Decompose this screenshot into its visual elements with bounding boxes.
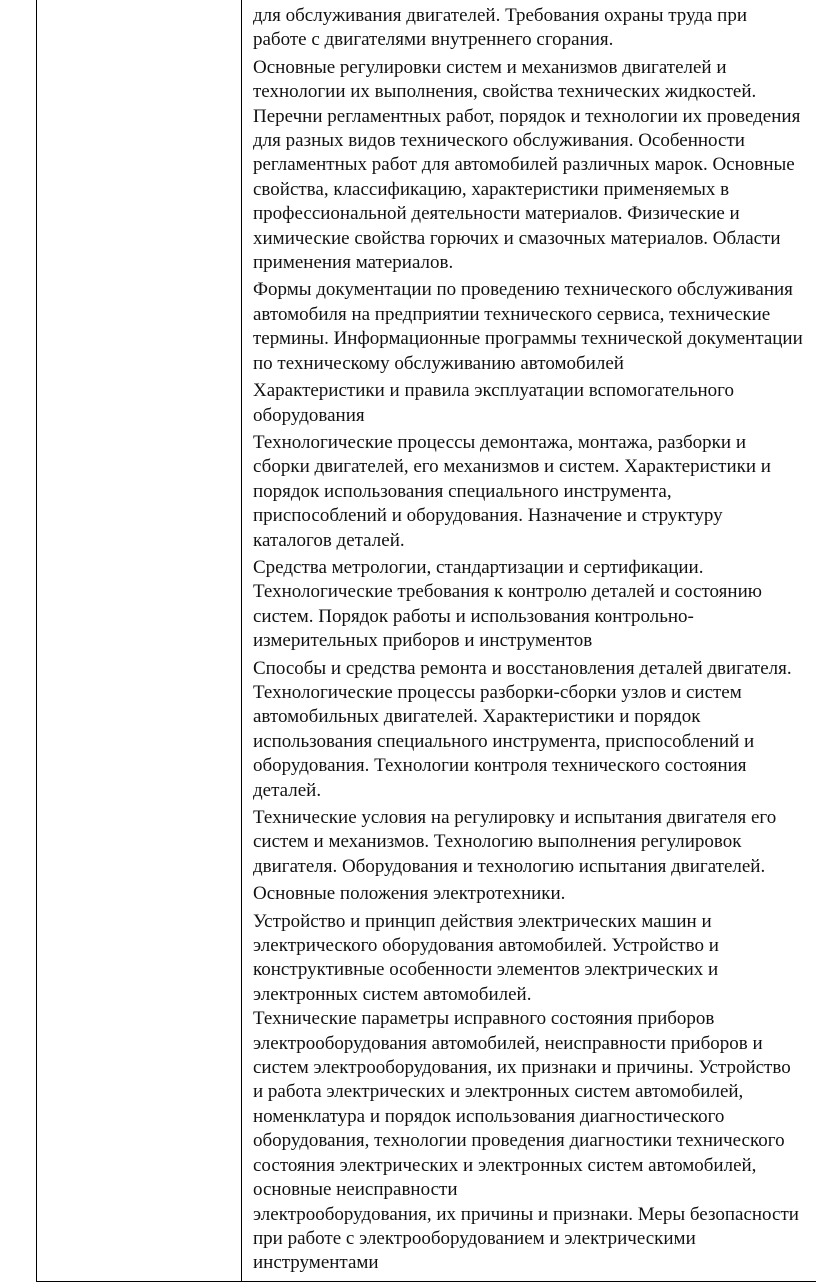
text-line: Формы документации по проведению технического обслуживания xyxy=(253,279,793,301)
text-line: и работа электрических и электронных систем автомобилей, xyxy=(253,1081,744,1103)
text-line: порядок использования специального инструмента, xyxy=(253,480,672,502)
text-line: сборки двигателей, его механизмов и систем. Характеристики и xyxy=(253,456,771,478)
text-line: Основные регулировки систем и механизмов двигателей и xyxy=(253,56,727,78)
text-line: Перечни регламентных работ, порядок и технологии их проведения xyxy=(253,105,801,127)
text-line: электрооборудования автомобилей, неисправности приборов и xyxy=(253,1032,763,1054)
text-line: номенклатура и порядок использования диагностического xyxy=(253,1105,725,1127)
paragraph xyxy=(253,882,816,906)
text-line: Технологические процессы разборки-сборки узлов и систем xyxy=(253,681,742,703)
text-line: Технические условия на регулировку и испытания двигателя его xyxy=(253,807,777,828)
text-line: профессиональной деятельности материалов. Физические и xyxy=(253,203,740,225)
text-line: систем и механизмов. Технологию выполнения регулировок xyxy=(253,831,742,853)
text-line: основные неисправности xyxy=(253,1179,458,1201)
text-line: Характеристики и правила эксплуатации вспомогательного xyxy=(253,380,734,402)
text-line: Технологические процессы демонтажа, монтажа, разборки и xyxy=(253,431,746,453)
text-line: приспособлений и оборудования. Назначение и структуру xyxy=(253,505,723,527)
text-line: свойства, классификацию, характеристики применяемых в xyxy=(253,178,730,200)
paragraph xyxy=(253,278,816,376)
text-line: по техническому обслуживанию автомобилей xyxy=(253,352,624,374)
text-line: автомобильных двигателей. Характеристики и порядок xyxy=(253,706,701,728)
paragraph xyxy=(253,806,816,879)
text-line: систем. Порядок работы и использования контрольно- xyxy=(253,605,694,627)
text-line: применения материалов. xyxy=(253,252,454,274)
table-cell-content xyxy=(253,4,816,1279)
text-line: использования специального инструмента, приспособлений и xyxy=(253,730,755,752)
paragraph xyxy=(253,910,816,1276)
paragraph xyxy=(253,431,816,553)
text-line: электрического оборудования автомобилей. Устройство и xyxy=(253,935,719,957)
text-line: каталогов деталей. xyxy=(253,529,405,551)
text-line: при работе с электрооборудованием и электрическими xyxy=(253,1227,696,1249)
text-line: оборудования xyxy=(253,404,365,426)
text-line: Способы и средства ремонта и восстановления деталей двигателя. xyxy=(253,657,792,679)
text-line: состояния электрических и электронных систем автомобилей, xyxy=(253,1154,757,1176)
paragraph xyxy=(253,56,816,276)
text-line: регламентных работ для автомобилей различных марок. Основные xyxy=(253,154,795,176)
paragraph xyxy=(253,556,816,654)
text-line: электронных систем автомобилей. xyxy=(253,983,532,1005)
paragraph xyxy=(253,379,816,428)
text-line: систем электрооборудования, их признаки и причины. Устройство xyxy=(253,1057,791,1079)
text-line: деталей. xyxy=(253,779,322,801)
text-line: для разных видов технического обслуживания. Особенности xyxy=(253,130,745,152)
column-divider xyxy=(241,0,242,1282)
text-line: автомобиля на предприятии технического сервиса, технические xyxy=(253,303,771,325)
text-line: Технические параметры исправного состояния приборов xyxy=(253,1008,715,1030)
paragraph xyxy=(253,4,816,53)
text-line: двигателя. Оборудования и технологию испытания двигателей. xyxy=(253,855,766,877)
text-line: технологии их выполнения, свойства технических жидкостей. xyxy=(253,81,757,103)
text-line: Основные положения электротехники. xyxy=(253,883,566,905)
text-line: конструктивные особенности элементов электрических и xyxy=(253,959,719,981)
text-line: химические свойства горючих и смазочных материалов. Области xyxy=(253,227,781,249)
text-line: электрооборудования, их причины и признаки. Меры безопасности xyxy=(253,1203,799,1225)
text-line: термины. Информационные программы технической документации xyxy=(253,328,803,350)
text-line: для обслуживания двигателей. Требования охраны труда при xyxy=(253,5,747,26)
text-line: работе с двигателями внутреннего сгорания. xyxy=(253,29,614,51)
text-line: Технологические требования к контролю деталей и состоянию xyxy=(253,581,762,603)
text-line: инструментами xyxy=(253,1252,379,1274)
text-line: Средства метрологии, стандартизации и сертификации. xyxy=(253,556,704,578)
text-line: оборудования, технологии проведения диагностики технического xyxy=(253,1130,785,1152)
text-line: Устройство и принцип действия электрических машин и xyxy=(253,910,712,932)
text-line: измерительных приборов и инструментов xyxy=(253,630,593,652)
text-line: оборудования. Технологии контроля технического состояния xyxy=(253,755,747,777)
paragraph xyxy=(253,657,816,803)
